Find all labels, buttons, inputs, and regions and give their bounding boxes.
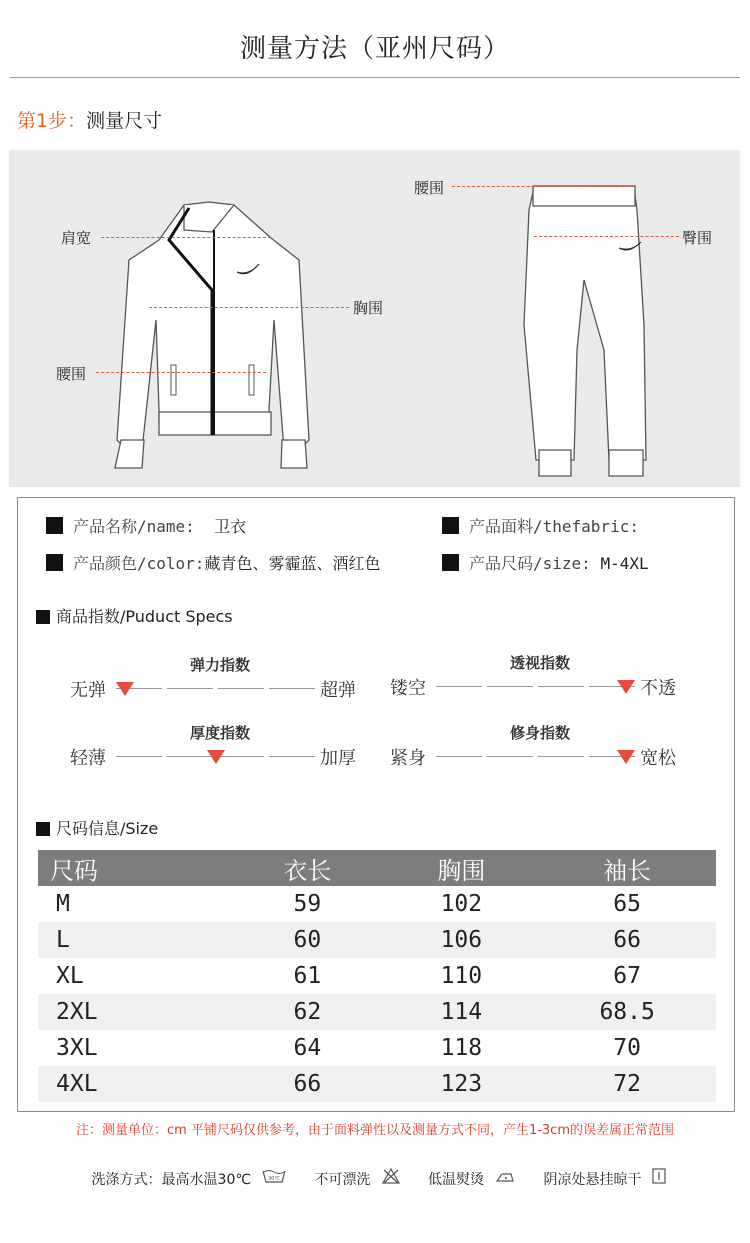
jacket-chest-label: 胸围 — [353, 299, 384, 317]
gauge-segment — [269, 756, 315, 757]
bullet-square — [442, 554, 459, 571]
jacket-illustration — [9, 150, 740, 487]
chest-line — [149, 307, 349, 308]
table-cell: 2XL — [38, 994, 230, 1030]
table-cell: 3XL — [56, 1035, 98, 1061]
table-cell: 64 — [293, 1035, 322, 1061]
care-dry — [535, 1172, 666, 1188]
table-cell: 66 — [230, 1066, 384, 1102]
table-cell: 72 — [538, 1066, 716, 1102]
wash-tub-icon — [262, 1168, 286, 1184]
iron-icon — [495, 1168, 515, 1184]
product-name-row — [46, 514, 246, 537]
measurement-diagram — [9, 150, 740, 487]
table-cell: M — [56, 891, 70, 917]
table-row — [38, 886, 716, 922]
gauge-fit — [390, 722, 720, 782]
gauge-right-label: 超弹 — [320, 680, 356, 701]
gauge-title: 弹力指数 — [190, 656, 251, 674]
care-instructions — [0, 1168, 750, 1189]
table-row — [38, 994, 716, 1030]
product-size-label: 产品尺码/size: — [469, 554, 591, 573]
bullet-square — [46, 554, 63, 571]
table-cell: L — [38, 922, 230, 958]
product-fabric-label: 产品面料/thefabric: — [469, 517, 639, 536]
gauge-title: 修身指数 — [510, 724, 571, 742]
gauge-title: 厚度指数 — [190, 724, 251, 742]
table-cell: 60 — [230, 922, 384, 958]
table-cell: 118 — [440, 1035, 483, 1061]
care-iron — [420, 1172, 515, 1188]
title-divider — [10, 77, 740, 78]
table-cell: 66 — [538, 922, 716, 958]
size-table-header — [38, 850, 716, 886]
bullet-square — [36, 822, 50, 836]
gauge-marker — [617, 750, 635, 764]
product-color-value: 藏青色、雾霾蓝、酒红色 — [204, 554, 381, 573]
gauge-elasticity — [70, 654, 400, 714]
product-size-row — [442, 551, 649, 574]
pants-waist-label: 腰围 — [414, 179, 445, 197]
header-chest: 胸围 — [384, 850, 538, 886]
product-fabric-row — [442, 514, 639, 537]
product-color-label: 产品颜色/color: — [73, 554, 205, 573]
bullet-square — [36, 610, 50, 624]
jacket-waist-label: 腰围 — [56, 365, 87, 383]
specs-section-title — [36, 604, 233, 627]
product-name-value: 卫衣 — [214, 517, 247, 536]
table-cell: 67 — [613, 963, 641, 989]
gauge-segment — [487, 686, 533, 687]
gauge-segment — [116, 756, 162, 757]
gauge-marker — [617, 680, 635, 694]
pants-hip-label: 臀围 — [682, 229, 713, 247]
table-cell: 110 — [440, 963, 483, 989]
shoulder-line — [101, 237, 271, 238]
no-bleach-icon — [382, 1168, 400, 1184]
table-cell: 61 — [293, 963, 322, 989]
size-title-text: 尺码信息/Size — [56, 819, 159, 838]
gauge-right-label: 加厚 — [320, 748, 356, 769]
table-cell: XL — [56, 963, 84, 989]
size-section-title — [36, 816, 158, 839]
pants-waist-line — [452, 186, 634, 187]
measurement-note: 注：测量单位：cm 平铺尺码仅供参考，由于面料弹性以及测量方式不同，产生1-3cm的误差属正常范围 — [76, 1123, 674, 1138]
jacket-waist-line — [96, 372, 266, 373]
care-wash — [84, 1172, 287, 1188]
table-cell: 4XL — [38, 1066, 230, 1102]
table-row — [38, 922, 716, 958]
gauge-title: 透视指数 — [510, 654, 571, 672]
hang-dry-icon — [652, 1168, 666, 1184]
table-cell: 62 — [230, 994, 384, 1030]
gauge-left-label: 紧身 — [390, 748, 426, 769]
step-heading — [17, 106, 162, 133]
step-number: 第1步： — [17, 110, 87, 132]
gauge-marker — [116, 682, 134, 696]
gauge-segment — [538, 756, 584, 757]
page-title: 测量方法（亚州尺码） — [239, 34, 510, 64]
gauge-segment — [538, 686, 584, 687]
header-size: 尺码 — [38, 850, 230, 886]
gauge-left-label: 轻薄 — [70, 748, 106, 769]
wash-temp-text: 30℃ — [268, 1176, 281, 1182]
care-dry-text: 阴凉处悬挂晾干 — [543, 1172, 642, 1188]
care-no-bleach — [307, 1172, 400, 1188]
header-length: 衣长 — [230, 850, 384, 886]
care-wash-text: 洗涤方式：最高水温30℃ — [91, 1172, 252, 1188]
table-cell: 68.5 — [538, 994, 716, 1030]
product-size-value: M-4XL — [600, 554, 649, 573]
care-no-bleach-text: 不可漂洗 — [314, 1172, 371, 1188]
gauge-segment — [436, 756, 482, 757]
table-row — [38, 958, 716, 994]
gauge-marker — [207, 750, 225, 764]
product-color-row — [46, 551, 380, 574]
gauge-segment — [167, 688, 213, 689]
gauge-segment — [218, 756, 264, 757]
table-cell: 123 — [384, 1066, 538, 1102]
bullet-square — [46, 517, 63, 534]
product-name-label: 产品名称/name: — [73, 517, 195, 536]
bullet-square — [442, 517, 459, 534]
table-row — [38, 1066, 716, 1102]
gauge-segment — [487, 756, 533, 757]
jacket-shoulder-label: 肩宽 — [61, 229, 92, 247]
table-cell: 106 — [384, 922, 538, 958]
hip-line — [534, 236, 679, 237]
gauge-left-label: 无弹 — [70, 680, 106, 701]
specs-title-text: 商品指数/Puduct Specs — [56, 607, 233, 626]
table-cell: 70 — [613, 1035, 641, 1061]
care-iron-text: 低温熨烫 — [428, 1172, 484, 1188]
gauge-segment — [218, 688, 264, 689]
table-cell: 59 — [293, 891, 322, 917]
gauge-segment — [269, 688, 315, 689]
gauge-transparency — [390, 652, 720, 712]
table-cell: 114 — [384, 994, 538, 1030]
table-row — [38, 1030, 716, 1066]
gauge-left-label: 镂空 — [390, 678, 426, 699]
gauge-segment — [436, 686, 482, 687]
gauge-thickness — [70, 722, 400, 782]
table-cell: 65 — [613, 891, 641, 917]
step-text: 测量尺寸 — [86, 110, 163, 132]
table-cell: 102 — [440, 891, 483, 917]
gauge-right-label: 宽松 — [640, 748, 676, 769]
gauge-right-label: 不透 — [640, 678, 676, 699]
size-table — [38, 850, 716, 1102]
header-sleeve: 袖长 — [538, 850, 716, 886]
